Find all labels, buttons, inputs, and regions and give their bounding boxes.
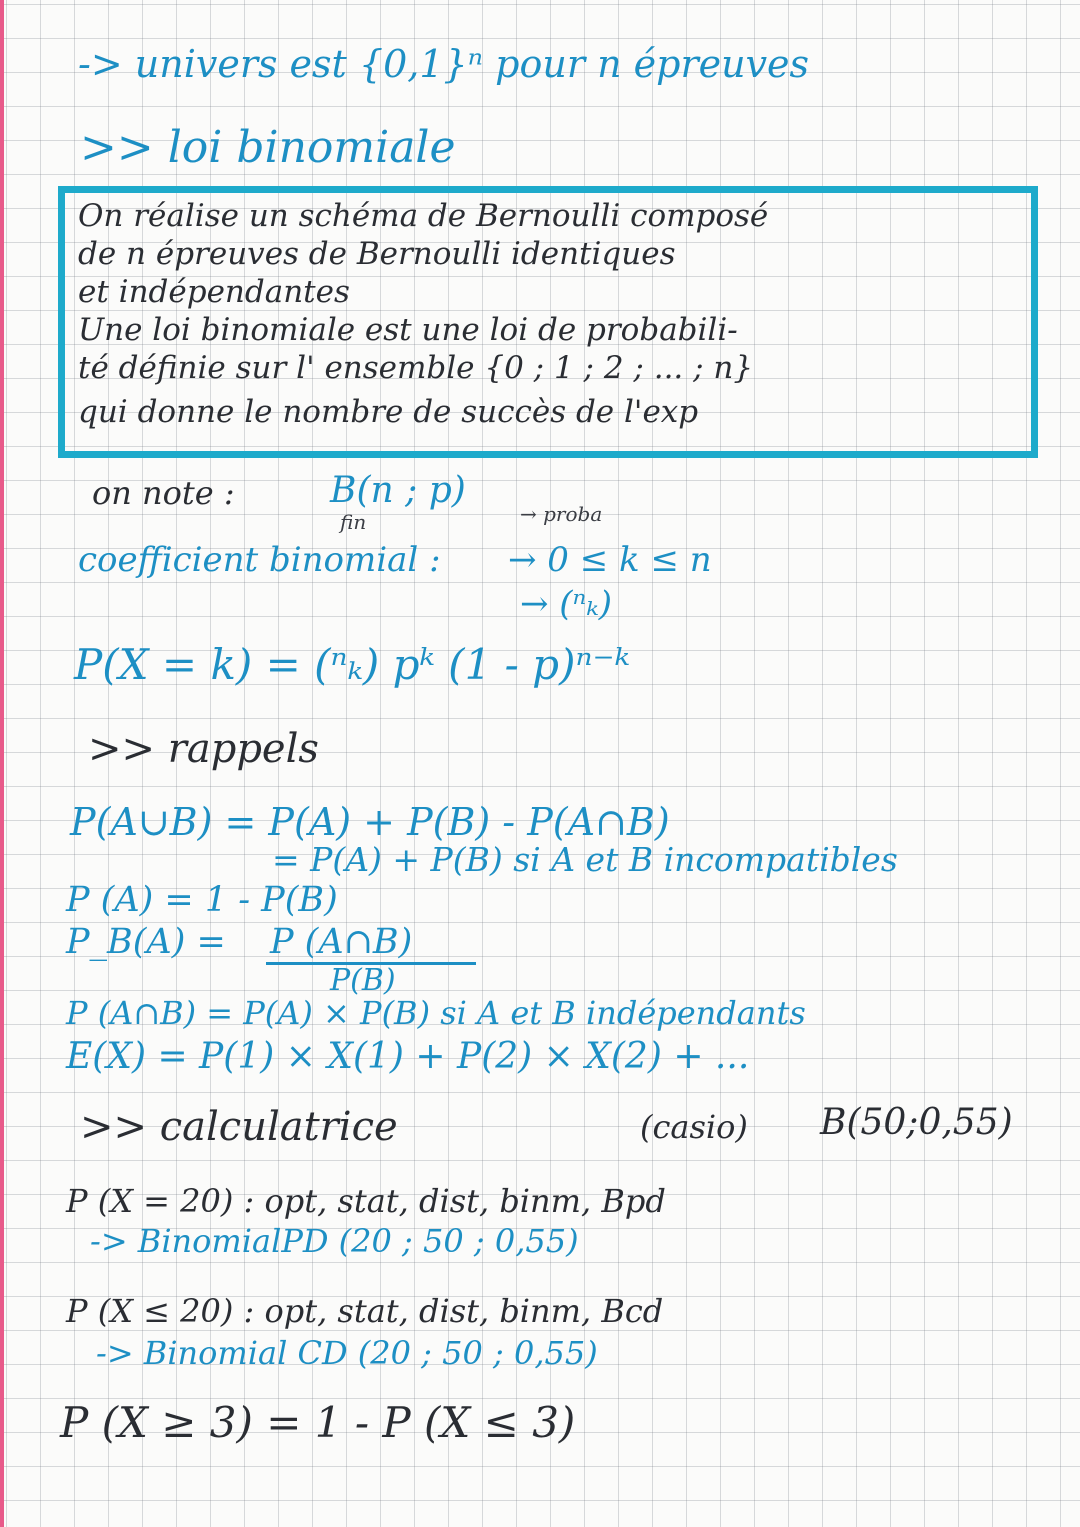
note-label: on note :	[92, 474, 235, 512]
binomial-probability-formula: P(X = k) = (ⁿₖ) pᵏ (1 - p)ⁿ⁻ᵏ	[74, 640, 630, 689]
union-incompatible: = P(A) + P(B) si A et B incompatibles	[272, 840, 898, 879]
page-margin	[0, 0, 4, 1527]
last-formula: P (X ≥ 3) = 1 - P (X ≤ 3)	[60, 1398, 576, 1447]
definition-line-1: On réalise un schéma de Bernoulli composé	[78, 198, 769, 234]
conditional-left: P_B(A) =	[66, 922, 226, 962]
note-proba: → proba	[520, 502, 603, 526]
univers-line: -> univers est {0,1}ⁿ pour n épreuves	[78, 42, 810, 86]
pd-line: P (X = 20) : opt, stat, dist, binm, Bpd	[66, 1182, 666, 1220]
coef-range: → 0 ≤ k ≤ n	[508, 540, 712, 580]
conditional-numerator: P (A∩B)	[270, 922, 413, 962]
note-formula: B(n ; p)	[330, 470, 466, 511]
union-formula: P(A∪B) = P(A) + P(B) - P(A∩B)	[70, 800, 670, 844]
calc-example: B(50;0,55)	[820, 1102, 1013, 1143]
calculatrice-title: >> calculatrice	[80, 1104, 398, 1150]
coef-symbol: → (ⁿₖ)	[520, 584, 613, 624]
definition-line-6: qui donne le nombre de succès de l'exp	[78, 394, 699, 430]
coef-label: coefficient binomial :	[78, 540, 441, 580]
calc-brand: (casio)	[640, 1108, 748, 1146]
definition-line-5: té définie sur l' ensemble {0 ; 1 ; 2 ; ... ; n}	[78, 350, 754, 386]
expectation-formula: E(X) = P(1) × X(1) + P(2) × X(2) + ...	[66, 1036, 750, 1077]
cd-line: P (X ≤ 20) : opt, stat, dist, binm, Bcd	[66, 1292, 664, 1330]
complement-formula: P (A) = 1 - P(B)	[66, 880, 338, 920]
note-fin: fin	[340, 510, 367, 534]
pd-call: -> BinomialPD (20 ; 50 ; 0,55)	[90, 1222, 579, 1260]
definition-line-2: de n épreuves de Bernoulli identiques	[78, 236, 676, 272]
conditional-denominator: P(B)	[330, 963, 396, 998]
cd-call: -> Binomial CD (20 ; 50 ; 0,55)	[96, 1334, 598, 1372]
loi-binomiale-title: >> loi binomiale	[80, 122, 456, 173]
rappels-title: >> rappels	[88, 726, 319, 772]
independence-formula: P (A∩B) = P(A) × P(B) si A et B indépendants	[66, 994, 806, 1032]
definition-line-4: Une loi binomiale est une loi de probabili-	[78, 312, 738, 348]
definition-line-3: et indépendantes	[78, 274, 350, 310]
